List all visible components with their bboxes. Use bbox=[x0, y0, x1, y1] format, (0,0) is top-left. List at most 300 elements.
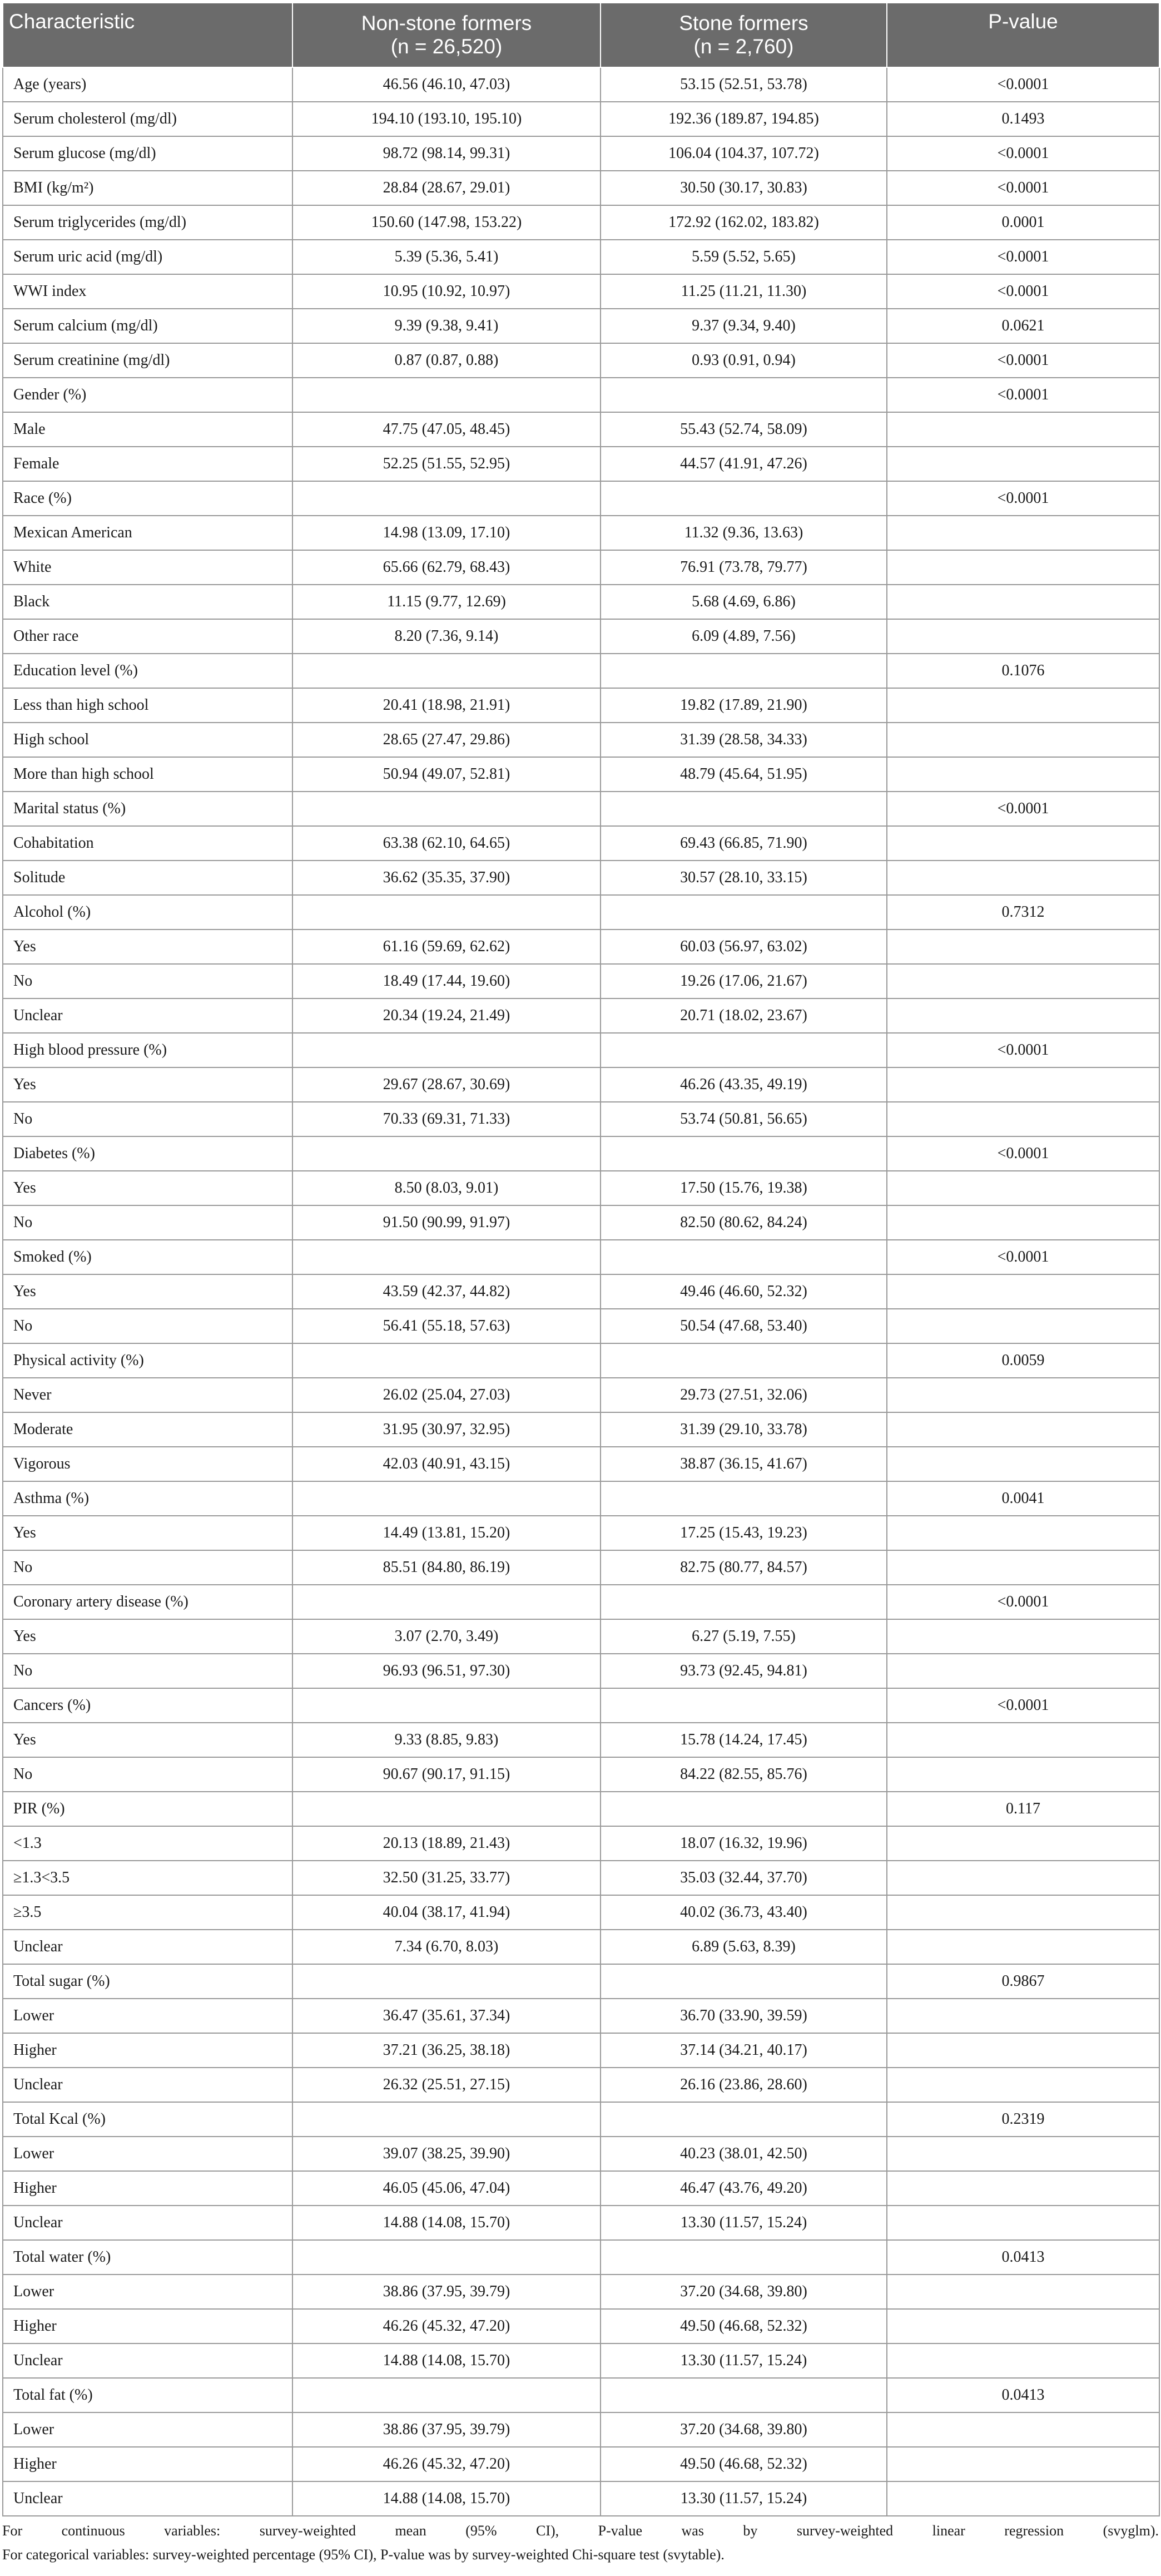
row-nonstone-value: 11.15 (9.77, 12.69) bbox=[292, 585, 601, 619]
row-nonstone-value: 20.41 (18.98, 21.91) bbox=[292, 688, 601, 723]
row-nonstone-value: 46.26 (45.32, 47.20) bbox=[292, 2309, 601, 2343]
row-pvalue: <0.0001 bbox=[887, 240, 1159, 274]
table-row bbox=[3, 2447, 1159, 2481]
row-pvalue: 0.0413 bbox=[887, 2240, 1159, 2275]
row-nonstone-value: 14.88 (14.08, 15.70) bbox=[292, 2206, 601, 2240]
row-pvalue: <0.0001 bbox=[887, 1240, 1159, 1274]
table-row bbox=[3, 1205, 1159, 1240]
table-row bbox=[3, 447, 1159, 481]
row-characteristic: BMI (kg/m²) bbox=[3, 171, 292, 205]
row-stone-value: 6.09 (4.89, 7.56) bbox=[601, 619, 887, 654]
row-stone-value: 31.39 (28.58, 34.33) bbox=[601, 723, 887, 757]
row-pvalue: <0.0001 bbox=[887, 67, 1159, 102]
table-row bbox=[3, 102, 1159, 136]
row-nonstone-value bbox=[292, 792, 601, 826]
row-pvalue bbox=[887, 861, 1159, 895]
row-characteristic: No bbox=[3, 1205, 292, 1240]
row-characteristic: White bbox=[3, 550, 292, 585]
row-stone-value bbox=[601, 2240, 887, 2275]
row-pvalue bbox=[887, 2343, 1159, 2378]
row-nonstone-value: 40.04 (38.17, 41.94) bbox=[292, 1895, 601, 1930]
row-nonstone-value: 43.59 (42.37, 44.82) bbox=[292, 1274, 601, 1309]
row-stone-value: 19.26 (17.06, 21.67) bbox=[601, 964, 887, 998]
row-characteristic: Unclear bbox=[3, 2481, 292, 2516]
row-characteristic: No bbox=[3, 1550, 292, 1585]
row-stone-value bbox=[601, 895, 887, 929]
table-row bbox=[3, 1585, 1159, 1619]
row-stone-value bbox=[601, 792, 887, 826]
table-row bbox=[3, 2378, 1159, 2412]
table-row bbox=[3, 1688, 1159, 1723]
row-stone-value: 84.22 (82.55, 85.76) bbox=[601, 1757, 887, 1792]
table-row bbox=[3, 2412, 1159, 2447]
row-characteristic: Unclear bbox=[3, 2206, 292, 2240]
row-stone-value: 106.04 (104.37, 107.72) bbox=[601, 136, 887, 171]
row-characteristic: PIR (%) bbox=[3, 1792, 292, 1826]
row-stone-value: 44.57 (41.91, 47.26) bbox=[601, 447, 887, 481]
row-nonstone-value: 70.33 (69.31, 71.33) bbox=[292, 1102, 601, 1136]
row-stone-value: 5.68 (4.69, 6.86) bbox=[601, 585, 887, 619]
row-pvalue: 0.7312 bbox=[887, 895, 1159, 929]
row-characteristic: Cohabitation bbox=[3, 826, 292, 861]
row-nonstone-value: 14.49 (13.81, 15.20) bbox=[292, 1516, 601, 1550]
row-characteristic: More than high school bbox=[3, 757, 292, 792]
row-characteristic: Unclear bbox=[3, 2068, 292, 2102]
row-pvalue bbox=[887, 619, 1159, 654]
row-characteristic: Unclear bbox=[3, 998, 292, 1033]
table-row bbox=[3, 343, 1159, 378]
row-nonstone-value bbox=[292, 1481, 601, 1516]
table-row bbox=[3, 1999, 1159, 2033]
row-stone-value: 48.79 (45.64, 51.95) bbox=[601, 757, 887, 792]
row-characteristic: Total sugar (%) bbox=[3, 1964, 292, 1999]
row-pvalue bbox=[887, 1861, 1159, 1895]
row-nonstone-value: 50.94 (49.07, 52.81) bbox=[292, 757, 601, 792]
footnote-categorical: For categorical variables: survey-weighted percentage (95% CI), P-value was by survey-weighted Chi-square test (svytable). bbox=[2, 2547, 725, 2563]
row-nonstone-value: 5.39 (5.36, 5.41) bbox=[292, 240, 601, 274]
table-row bbox=[3, 1343, 1159, 1378]
row-pvalue: 0.0059 bbox=[887, 1343, 1159, 1378]
table-body bbox=[3, 67, 1159, 2516]
row-nonstone-value: 91.50 (90.99, 91.97) bbox=[292, 1205, 601, 1240]
row-pvalue bbox=[887, 688, 1159, 723]
row-stone-value: 93.73 (92.45, 94.81) bbox=[601, 1654, 887, 1688]
row-stone-value bbox=[601, 1585, 887, 1619]
table-row bbox=[3, 2033, 1159, 2068]
row-pvalue bbox=[887, 964, 1159, 998]
table-row bbox=[3, 1826, 1159, 1861]
row-nonstone-value: 42.03 (40.91, 43.15) bbox=[292, 1447, 601, 1481]
row-nonstone-value: 56.41 (55.18, 57.63) bbox=[292, 1309, 601, 1343]
table-row bbox=[3, 67, 1159, 102]
row-pvalue bbox=[887, 826, 1159, 861]
row-nonstone-value: 26.32 (25.51, 27.15) bbox=[292, 2068, 601, 2102]
row-pvalue: <0.0001 bbox=[887, 481, 1159, 516]
row-characteristic: Alcohol (%) bbox=[3, 895, 292, 929]
row-characteristic: Mexican American bbox=[3, 516, 292, 550]
row-characteristic: Lower bbox=[3, 2412, 292, 2447]
row-stone-value: 17.50 (15.76, 19.38) bbox=[601, 1171, 887, 1205]
row-pvalue bbox=[887, 2068, 1159, 2102]
row-stone-value: 11.32 (9.36, 13.63) bbox=[601, 516, 887, 550]
row-stone-value: 35.03 (32.44, 37.70) bbox=[601, 1861, 887, 1895]
table-row bbox=[3, 136, 1159, 171]
header-nonstone bbox=[292, 3, 601, 67]
table-row bbox=[3, 1481, 1159, 1516]
row-stone-value: 40.02 (36.73, 43.40) bbox=[601, 1895, 887, 1930]
row-stone-value: 82.75 (80.77, 84.57) bbox=[601, 1550, 887, 1585]
row-characteristic: Race (%) bbox=[3, 481, 292, 516]
row-nonstone-value: 90.67 (90.17, 91.15) bbox=[292, 1757, 601, 1792]
footnotes bbox=[2, 2519, 1159, 2567]
row-nonstone-value: 36.62 (35.35, 37.90) bbox=[292, 861, 601, 895]
row-pvalue bbox=[887, 1654, 1159, 1688]
row-nonstone-value: 29.67 (28.67, 30.69) bbox=[292, 1067, 601, 1102]
table-row bbox=[3, 309, 1159, 343]
row-nonstone-value: 150.60 (147.98, 153.22) bbox=[292, 205, 601, 240]
row-characteristic: Other race bbox=[3, 619, 292, 654]
row-stone-value: 31.39 (29.10, 33.78) bbox=[601, 1412, 887, 1447]
table-row bbox=[3, 826, 1159, 861]
row-nonstone-value: 7.34 (6.70, 8.03) bbox=[292, 1930, 601, 1964]
header-nonstone-n: (n = 26,520) bbox=[390, 35, 503, 58]
row-pvalue bbox=[887, 2447, 1159, 2481]
row-characteristic: Vigorous bbox=[3, 1447, 292, 1481]
row-pvalue bbox=[887, 998, 1159, 1033]
table-row bbox=[3, 1861, 1159, 1895]
row-nonstone-value bbox=[292, 2102, 601, 2137]
row-stone-value: 49.50 (46.68, 52.32) bbox=[601, 2309, 887, 2343]
row-characteristic: Serum triglycerides (mg/dl) bbox=[3, 205, 292, 240]
table-row bbox=[3, 1516, 1159, 1550]
row-nonstone-value: 85.51 (84.80, 86.19) bbox=[292, 1550, 601, 1585]
row-nonstone-value: 31.95 (30.97, 32.95) bbox=[292, 1412, 601, 1447]
row-nonstone-value: 38.86 (37.95, 39.79) bbox=[292, 2412, 601, 2447]
table-row bbox=[3, 1550, 1159, 1585]
table-row bbox=[3, 1723, 1159, 1757]
row-nonstone-value: 8.50 (8.03, 9.01) bbox=[292, 1171, 601, 1205]
row-pvalue bbox=[887, 2309, 1159, 2343]
row-pvalue bbox=[887, 2275, 1159, 2309]
row-nonstone-value: 3.07 (2.70, 3.49) bbox=[292, 1619, 601, 1654]
table-row bbox=[3, 1033, 1159, 1067]
row-nonstone-value bbox=[292, 1688, 601, 1723]
table-row bbox=[3, 2068, 1159, 2102]
row-stone-value: 0.93 (0.91, 0.94) bbox=[601, 343, 887, 378]
row-pvalue bbox=[887, 516, 1159, 550]
row-characteristic: Total water (%) bbox=[3, 2240, 292, 2275]
table-row bbox=[3, 1102, 1159, 1136]
row-characteristic: Yes bbox=[3, 1274, 292, 1309]
row-characteristic: Marital status (%) bbox=[3, 792, 292, 826]
row-characteristic: Serum calcium (mg/dl) bbox=[3, 309, 292, 343]
row-nonstone-value: 96.93 (96.51, 97.30) bbox=[292, 1654, 601, 1688]
row-stone-value: 46.47 (43.76, 49.20) bbox=[601, 2171, 887, 2206]
row-characteristic: No bbox=[3, 1102, 292, 1136]
table-row bbox=[3, 412, 1159, 447]
row-nonstone-value bbox=[292, 895, 601, 929]
row-nonstone-value: 52.25 (51.55, 52.95) bbox=[292, 447, 601, 481]
table-row bbox=[3, 1378, 1159, 1412]
table-row bbox=[3, 1447, 1159, 1481]
row-characteristic: Total Kcal (%) bbox=[3, 2102, 292, 2137]
row-stone-value: 53.74 (50.81, 56.65) bbox=[601, 1102, 887, 1136]
row-pvalue bbox=[887, 757, 1159, 792]
row-characteristic: Less than high school bbox=[3, 688, 292, 723]
row-pvalue: <0.0001 bbox=[887, 1033, 1159, 1067]
row-characteristic: Black bbox=[3, 585, 292, 619]
row-pvalue: <0.0001 bbox=[887, 343, 1159, 378]
row-characteristic: ≥3.5 bbox=[3, 1895, 292, 1930]
table-row bbox=[3, 1136, 1159, 1171]
row-stone-value: 46.26 (43.35, 49.19) bbox=[601, 1067, 887, 1102]
table-row bbox=[3, 964, 1159, 998]
row-stone-value bbox=[601, 1240, 887, 1274]
table-row bbox=[3, 1067, 1159, 1102]
row-pvalue bbox=[887, 1826, 1159, 1861]
row-pvalue: <0.0001 bbox=[887, 136, 1159, 171]
row-pvalue: <0.0001 bbox=[887, 1585, 1159, 1619]
row-nonstone-value: 46.26 (45.32, 47.20) bbox=[292, 2447, 601, 2481]
row-stone-value: 26.16 (23.86, 28.60) bbox=[601, 2068, 887, 2102]
table-row bbox=[3, 171, 1159, 205]
row-stone-value: 9.37 (9.34, 9.40) bbox=[601, 309, 887, 343]
row-characteristic: Diabetes (%) bbox=[3, 1136, 292, 1171]
row-nonstone-value: 20.13 (18.89, 21.43) bbox=[292, 1826, 601, 1861]
row-characteristic: Yes bbox=[3, 1723, 292, 1757]
header-characteristic: Characteristic bbox=[3, 3, 292, 67]
row-stone-value bbox=[601, 1343, 887, 1378]
row-stone-value: 6.27 (5.19, 7.55) bbox=[601, 1619, 887, 1654]
header-row bbox=[3, 3, 1159, 67]
row-characteristic: Lower bbox=[3, 2275, 292, 2309]
table-row bbox=[3, 792, 1159, 826]
header-nonstone-title: Non-stone formers bbox=[361, 12, 532, 34]
row-nonstone-value bbox=[292, 2378, 601, 2412]
row-characteristic: No bbox=[3, 1757, 292, 1792]
row-stone-value bbox=[601, 378, 887, 412]
table-row bbox=[3, 998, 1159, 1033]
row-stone-value: 60.03 (56.97, 63.02) bbox=[601, 929, 887, 964]
row-nonstone-value: 8.20 (7.36, 9.14) bbox=[292, 619, 601, 654]
row-nonstone-value: 46.05 (45.06, 47.04) bbox=[292, 2171, 601, 2206]
row-stone-value: 172.92 (162.02, 183.82) bbox=[601, 205, 887, 240]
table-row bbox=[3, 585, 1159, 619]
row-nonstone-value bbox=[292, 1585, 601, 1619]
row-characteristic: WWI index bbox=[3, 274, 292, 309]
row-stone-value: 29.73 (27.51, 32.06) bbox=[601, 1378, 887, 1412]
row-nonstone-value bbox=[292, 1964, 601, 1999]
row-stone-value bbox=[601, 654, 887, 688]
row-characteristic: Education level (%) bbox=[3, 654, 292, 688]
table-row bbox=[3, 240, 1159, 274]
row-stone-value: 13.30 (11.57, 15.24) bbox=[601, 2343, 887, 2378]
row-pvalue: 0.0413 bbox=[887, 2378, 1159, 2412]
row-pvalue bbox=[887, 1550, 1159, 1585]
row-pvalue bbox=[887, 2137, 1159, 2171]
row-pvalue: <0.0001 bbox=[887, 1136, 1159, 1171]
row-pvalue bbox=[887, 2171, 1159, 2206]
row-characteristic: No bbox=[3, 1654, 292, 1688]
row-characteristic: Higher bbox=[3, 2033, 292, 2068]
row-nonstone-value: 26.02 (25.04, 27.03) bbox=[292, 1378, 601, 1412]
row-stone-value bbox=[601, 1688, 887, 1723]
row-stone-value: 69.43 (66.85, 71.90) bbox=[601, 826, 887, 861]
table-row bbox=[3, 2171, 1159, 2206]
row-stone-value: 55.43 (52.74, 58.09) bbox=[601, 412, 887, 447]
row-stone-value: 6.89 (5.63, 8.39) bbox=[601, 1930, 887, 1964]
row-stone-value bbox=[601, 1136, 887, 1171]
footnote-continuous: For continuous variables: survey-weighted mean (95% CI), P-value was by survey-weighted linear regression (svyglm). bbox=[2, 2523, 1159, 2539]
row-pvalue bbox=[887, 2412, 1159, 2447]
row-nonstone-value: 47.75 (47.05, 48.45) bbox=[292, 412, 601, 447]
table-row bbox=[3, 619, 1159, 654]
row-characteristic: Unclear bbox=[3, 2343, 292, 2378]
row-stone-value bbox=[601, 2378, 887, 2412]
table-row bbox=[3, 2206, 1159, 2240]
row-stone-value: 11.25 (11.21, 11.30) bbox=[601, 274, 887, 309]
row-pvalue: <0.0001 bbox=[887, 274, 1159, 309]
table-row bbox=[3, 895, 1159, 929]
table-row bbox=[3, 1240, 1159, 1274]
table-row bbox=[3, 861, 1159, 895]
row-characteristic: Male bbox=[3, 412, 292, 447]
row-nonstone-value: 65.66 (62.79, 68.43) bbox=[292, 550, 601, 585]
row-stone-value: 53.15 (52.51, 53.78) bbox=[601, 67, 887, 102]
row-stone-value: 76.91 (73.78, 79.77) bbox=[601, 550, 887, 585]
table-row bbox=[3, 2240, 1159, 2275]
row-stone-value: 36.70 (33.90, 39.59) bbox=[601, 1999, 887, 2033]
table-row bbox=[3, 2137, 1159, 2171]
row-characteristic: Total fat (%) bbox=[3, 2378, 292, 2412]
row-pvalue bbox=[887, 1999, 1159, 2033]
row-characteristic: Higher bbox=[3, 2171, 292, 2206]
header-stone-title: Stone formers bbox=[679, 12, 808, 34]
row-nonstone-value bbox=[292, 654, 601, 688]
row-pvalue bbox=[887, 1067, 1159, 1102]
table-row bbox=[3, 550, 1159, 585]
row-pvalue bbox=[887, 1274, 1159, 1309]
row-characteristic: ≥1.3<3.5 bbox=[3, 1861, 292, 1895]
table-row bbox=[3, 2343, 1159, 2378]
row-stone-value: 13.30 (11.57, 15.24) bbox=[601, 2481, 887, 2516]
row-nonstone-value bbox=[292, 1033, 601, 1067]
row-nonstone-value: 18.49 (17.44, 19.60) bbox=[292, 964, 601, 998]
table-row bbox=[3, 481, 1159, 516]
row-pvalue bbox=[887, 929, 1159, 964]
table-row bbox=[3, 757, 1159, 792]
row-nonstone-value: 36.47 (35.61, 37.34) bbox=[292, 1999, 601, 2033]
row-characteristic: Asthma (%) bbox=[3, 1481, 292, 1516]
characteristics-table bbox=[2, 2, 1160, 2516]
table-row bbox=[3, 1757, 1159, 1792]
row-pvalue bbox=[887, 1757, 1159, 1792]
row-pvalue bbox=[887, 1378, 1159, 1412]
row-stone-value bbox=[601, 1964, 887, 1999]
row-characteristic: Yes bbox=[3, 1067, 292, 1102]
row-stone-value: 37.14 (34.21, 40.17) bbox=[601, 2033, 887, 2068]
row-stone-value: 30.50 (30.17, 30.83) bbox=[601, 171, 887, 205]
table-row bbox=[3, 1895, 1159, 1930]
row-characteristic: <1.3 bbox=[3, 1826, 292, 1861]
table-row bbox=[3, 1171, 1159, 1205]
row-stone-value bbox=[601, 1792, 887, 1826]
row-characteristic: Smoked (%) bbox=[3, 1240, 292, 1274]
row-stone-value: 15.78 (14.24, 17.45) bbox=[601, 1723, 887, 1757]
row-stone-value: 50.54 (47.68, 53.40) bbox=[601, 1309, 887, 1343]
row-stone-value: 17.25 (15.43, 19.23) bbox=[601, 1516, 887, 1550]
table-row bbox=[3, 378, 1159, 412]
row-pvalue: 0.0001 bbox=[887, 205, 1159, 240]
row-nonstone-value: 98.72 (98.14, 99.31) bbox=[292, 136, 601, 171]
row-characteristic: Serum uric acid (mg/dl) bbox=[3, 240, 292, 274]
row-pvalue: 0.1493 bbox=[887, 102, 1159, 136]
row-characteristic: Coronary artery disease (%) bbox=[3, 1585, 292, 1619]
row-characteristic: Gender (%) bbox=[3, 378, 292, 412]
row-nonstone-value: 46.56 (46.10, 47.03) bbox=[292, 67, 601, 102]
row-characteristic: Yes bbox=[3, 1516, 292, 1550]
row-stone-value: 49.46 (46.60, 52.32) bbox=[601, 1274, 887, 1309]
row-stone-value: 20.71 (18.02, 23.67) bbox=[601, 998, 887, 1033]
table-row bbox=[3, 1412, 1159, 1447]
header-stone-n: (n = 2,760) bbox=[693, 35, 794, 58]
row-pvalue bbox=[887, 1619, 1159, 1654]
row-characteristic: Serum creatinine (mg/dl) bbox=[3, 343, 292, 378]
row-characteristic: Lower bbox=[3, 1999, 292, 2033]
row-nonstone-value: 37.21 (36.25, 38.18) bbox=[292, 2033, 601, 2068]
table-row bbox=[3, 1930, 1159, 1964]
row-characteristic: Higher bbox=[3, 2447, 292, 2481]
row-stone-value: 18.07 (16.32, 19.96) bbox=[601, 1826, 887, 1861]
row-nonstone-value: 9.39 (9.38, 9.41) bbox=[292, 309, 601, 343]
row-characteristic: Unclear bbox=[3, 1930, 292, 1964]
row-nonstone-value bbox=[292, 1792, 601, 1826]
row-nonstone-value: 63.38 (62.10, 64.65) bbox=[292, 826, 601, 861]
row-pvalue: <0.0001 bbox=[887, 171, 1159, 205]
row-nonstone-value bbox=[292, 1240, 601, 1274]
row-characteristic: Physical activity (%) bbox=[3, 1343, 292, 1378]
row-nonstone-value: 0.87 (0.87, 0.88) bbox=[292, 343, 601, 378]
row-pvalue bbox=[887, 585, 1159, 619]
row-nonstone-value bbox=[292, 481, 601, 516]
row-characteristic: Serum glucose (mg/dl) bbox=[3, 136, 292, 171]
row-stone-value: 5.59 (5.52, 5.65) bbox=[601, 240, 887, 274]
table-row bbox=[3, 2481, 1159, 2516]
row-pvalue bbox=[887, 1930, 1159, 1964]
row-characteristic: Cancers (%) bbox=[3, 1688, 292, 1723]
row-characteristic: Female bbox=[3, 447, 292, 481]
row-pvalue bbox=[887, 1171, 1159, 1205]
header-pvalue: P-value bbox=[887, 3, 1159, 67]
row-pvalue: 0.2319 bbox=[887, 2102, 1159, 2137]
row-pvalue bbox=[887, 412, 1159, 447]
table-row bbox=[3, 2102, 1159, 2137]
row-stone-value: 82.50 (80.62, 84.24) bbox=[601, 1205, 887, 1240]
row-stone-value: 40.23 (38.01, 42.50) bbox=[601, 2137, 887, 2171]
row-stone-value bbox=[601, 1033, 887, 1067]
row-nonstone-value: 61.16 (59.69, 62.62) bbox=[292, 929, 601, 964]
row-nonstone-value bbox=[292, 2240, 601, 2275]
table-row bbox=[3, 2275, 1159, 2309]
row-characteristic: No bbox=[3, 964, 292, 998]
row-stone-value: 13.30 (11.57, 15.24) bbox=[601, 2206, 887, 2240]
row-nonstone-value: 10.95 (10.92, 10.97) bbox=[292, 274, 601, 309]
row-nonstone-value: 9.33 (8.85, 9.83) bbox=[292, 1723, 601, 1757]
row-nonstone-value: 14.98 (13.09, 17.10) bbox=[292, 516, 601, 550]
row-pvalue bbox=[887, 1205, 1159, 1240]
row-stone-value: 37.20 (34.68, 39.80) bbox=[601, 2412, 887, 2447]
row-characteristic: Yes bbox=[3, 929, 292, 964]
